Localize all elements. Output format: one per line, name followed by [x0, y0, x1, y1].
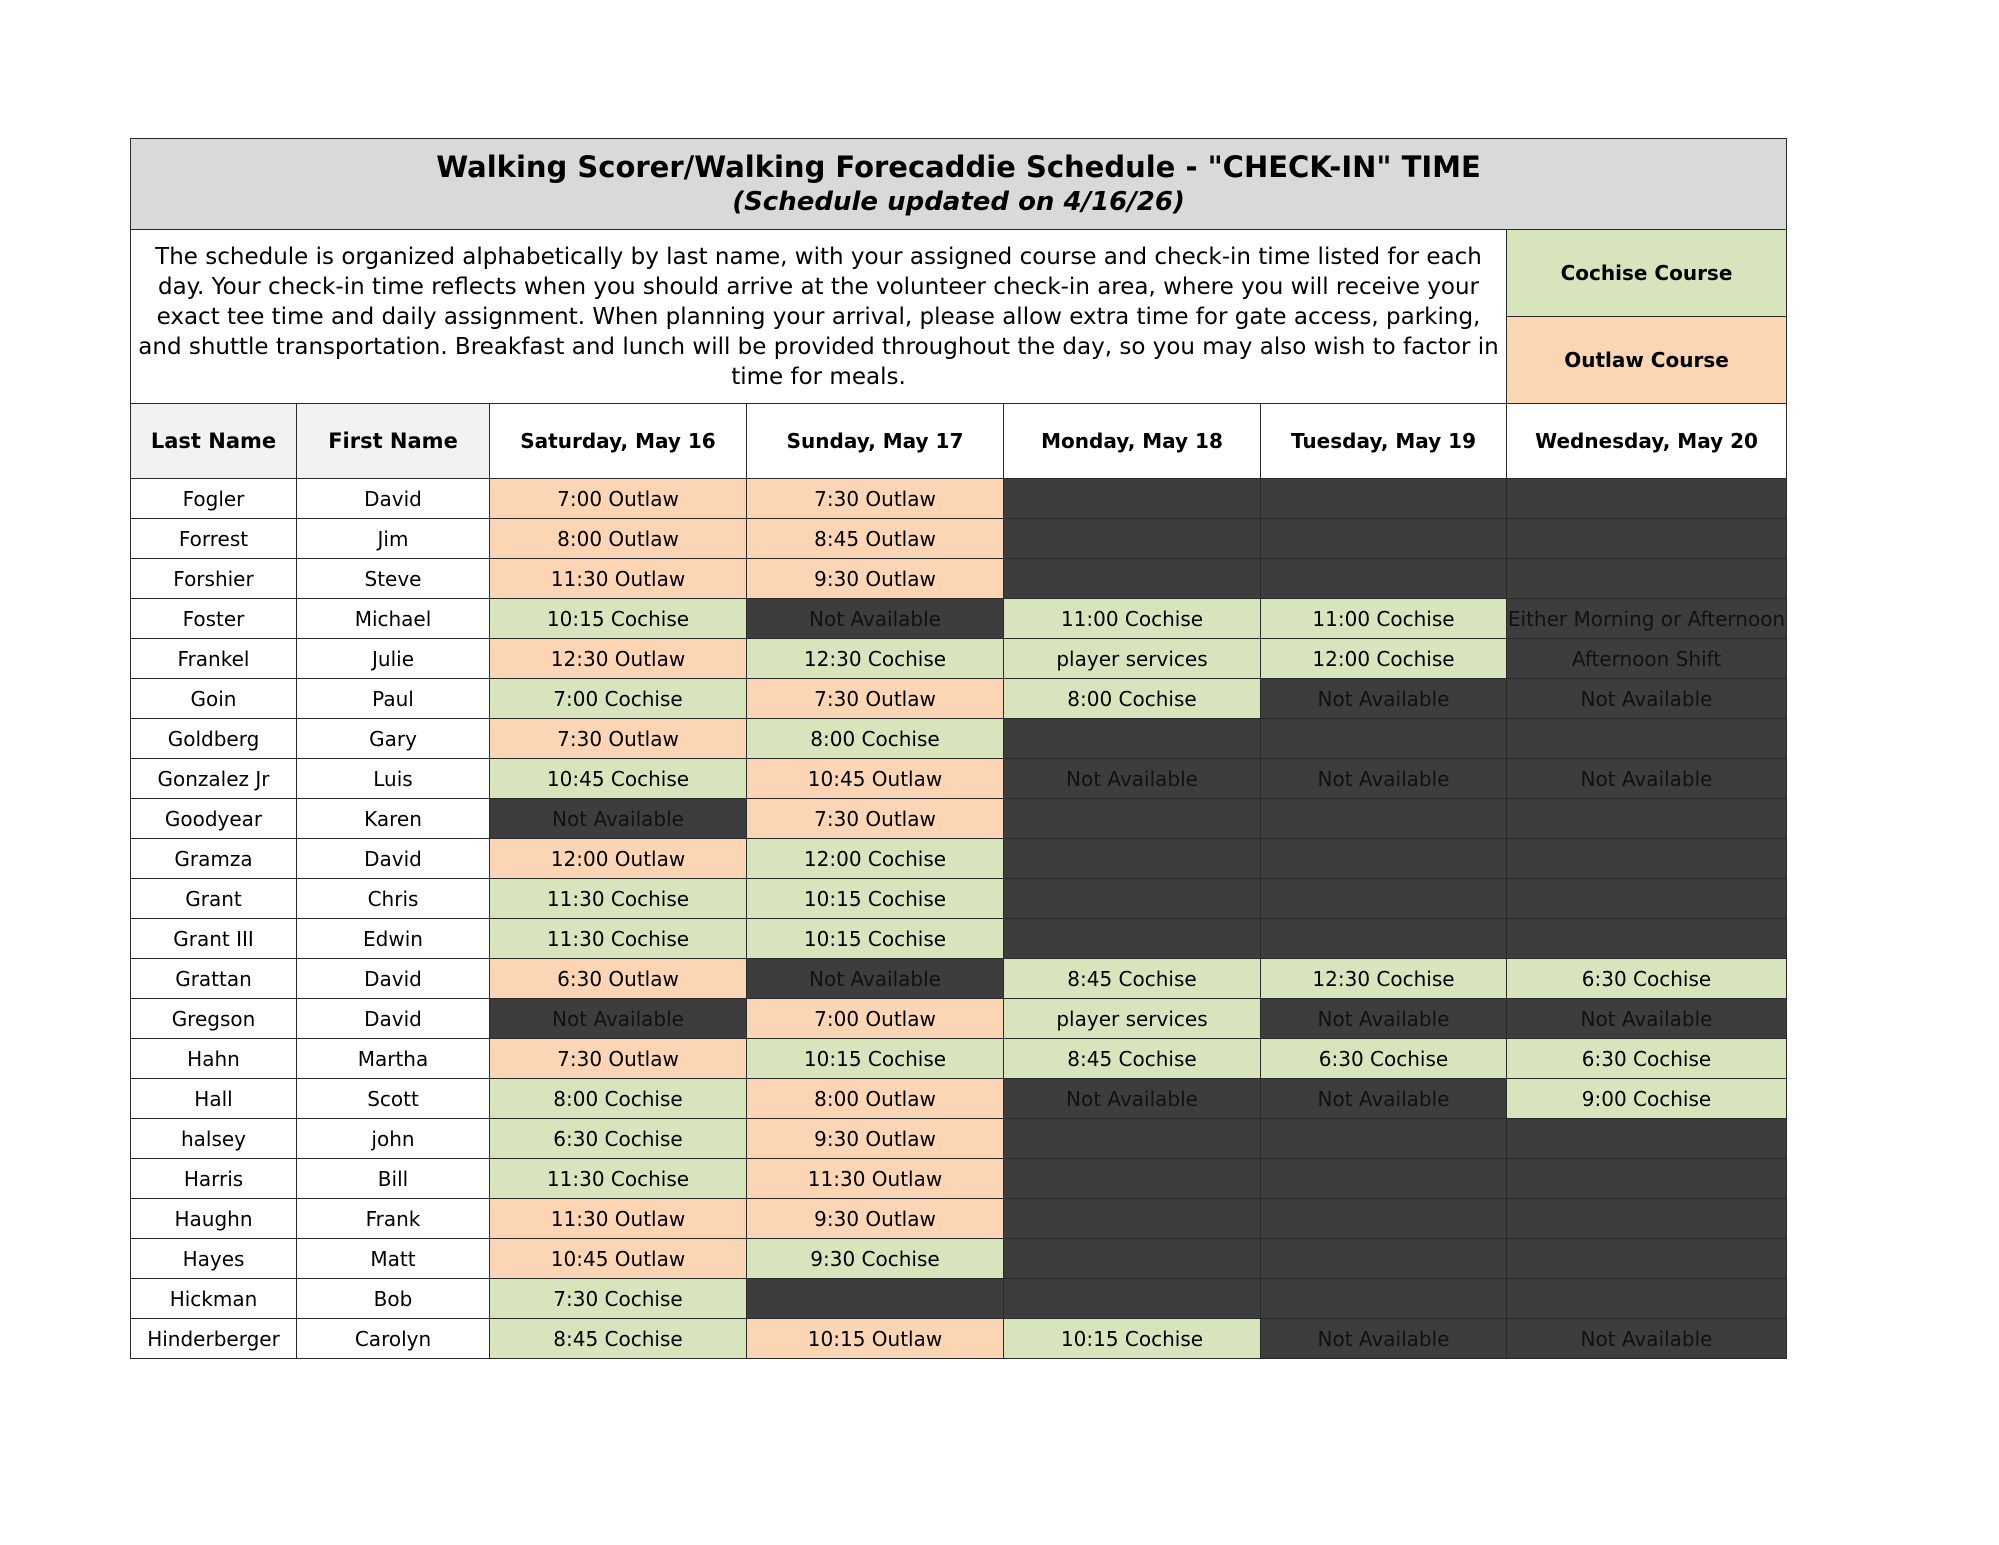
first-name-cell: David [297, 839, 490, 879]
last-name-cell: Goodyear [131, 799, 297, 839]
schedule-cell [1507, 799, 1787, 839]
first-name-cell: Carolyn [297, 1319, 490, 1359]
schedule-cell: 10:45 Cochise [490, 759, 747, 799]
last-name-cell: Hall [131, 1079, 297, 1119]
first-name-cell: Chris [297, 879, 490, 919]
header-saturday: Saturday, May 16 [490, 404, 747, 479]
schedule-cell: 7:00 Outlaw [747, 999, 1004, 1039]
table-row [131, 799, 1787, 839]
schedule-cell [1004, 559, 1261, 599]
first-name-cell: Paul [297, 679, 490, 719]
last-name-cell: Goldberg [131, 719, 297, 759]
schedule-cell: 10:15 Cochise [747, 879, 1004, 919]
schedule-cell: 8:00 Cochise [747, 719, 1004, 759]
schedule-cell: 10:15 Cochise [747, 919, 1004, 959]
schedule-cell: Not Available [490, 799, 747, 839]
table-row [131, 1279, 1787, 1319]
schedule-cell [1261, 559, 1507, 599]
first-name-cell: Luis [297, 759, 490, 799]
last-name-cell: Gonzalez Jr [131, 759, 297, 799]
table-row [131, 1119, 1787, 1159]
last-name-cell: Goin [131, 679, 297, 719]
schedule-cell [1261, 1199, 1507, 1239]
schedule-cell [747, 1279, 1004, 1319]
table-row [131, 679, 1787, 719]
schedule-cell: 10:45 Outlaw [747, 759, 1004, 799]
last-name-cell: Grattan [131, 959, 297, 999]
schedule-cell [1004, 919, 1261, 959]
schedule-cell: Not Available [1261, 1319, 1507, 1359]
schedule-cell: 9:00 Cochise [1507, 1079, 1787, 1119]
schedule-cell: Not Available [1507, 679, 1787, 719]
schedule-cell [1261, 799, 1507, 839]
schedule-cell: 6:30 Cochise [1507, 959, 1787, 999]
schedule-cell: Not Available [1261, 999, 1507, 1039]
table-row [131, 759, 1787, 799]
first-name-cell: Michael [297, 599, 490, 639]
table-row [131, 959, 1787, 999]
schedule-cell: 8:00 Outlaw [747, 1079, 1004, 1119]
schedule-cell: Not Available [1507, 999, 1787, 1039]
schedule-cell: 12:30 Outlaw [490, 639, 747, 679]
schedule-cell: 12:30 Cochise [747, 639, 1004, 679]
schedule-cell: 11:30 Cochise [490, 919, 747, 959]
schedule-cell [1261, 479, 1507, 519]
last-name-cell: Hickman [131, 1279, 297, 1319]
schedule-cell [1004, 839, 1261, 879]
header-last-name: Last Name [131, 404, 297, 479]
schedule-cell [1507, 479, 1787, 519]
schedule-cell: 10:15 Cochise [490, 599, 747, 639]
schedule-cell [1507, 1199, 1787, 1239]
schedule-cell [1261, 719, 1507, 759]
schedule-cell: 8:45 Outlaw [747, 519, 1004, 559]
schedule-cell [1004, 1279, 1261, 1319]
schedule-cell: 12:00 Cochise [1261, 639, 1507, 679]
last-name-cell: Harris [131, 1159, 297, 1199]
schedule-cell: 8:45 Cochise [490, 1319, 747, 1359]
table-row [131, 639, 1787, 679]
schedule-cell [1507, 719, 1787, 759]
last-name-cell: Fogler [131, 479, 297, 519]
schedule-cell [1004, 1199, 1261, 1239]
first-name-cell: Bill [297, 1159, 490, 1199]
schedule-cell: Not Available [747, 959, 1004, 999]
schedule-cell: 10:15 Outlaw [747, 1319, 1004, 1359]
schedule-cell: 8:00 Cochise [1004, 679, 1261, 719]
table-row [131, 479, 1787, 519]
schedule-cell: 7:30 Outlaw [747, 679, 1004, 719]
schedule-cell: 11:30 Cochise [490, 879, 747, 919]
last-name-cell: Hayes [131, 1239, 297, 1279]
schedule-cell [1004, 479, 1261, 519]
last-name-cell: Forshier [131, 559, 297, 599]
schedule-cell: Not Available [747, 599, 1004, 639]
schedule-cell: 8:45 Cochise [1004, 959, 1261, 999]
first-name-cell: Gary [297, 719, 490, 759]
table-row [131, 1079, 1787, 1119]
first-name-cell: Frank [297, 1199, 490, 1239]
schedule-cell [1507, 879, 1787, 919]
schedule-cell: 12:30 Cochise [1261, 959, 1507, 999]
schedule-cell: 7:30 Outlaw [490, 1039, 747, 1079]
last-name-cell: Frankel [131, 639, 297, 679]
schedule-cell: Not Available [490, 999, 747, 1039]
schedule-cell [1004, 1119, 1261, 1159]
schedule-cell [1507, 1119, 1787, 1159]
last-name-cell: Haughn [131, 1199, 297, 1239]
table-row [131, 839, 1787, 879]
first-name-cell: Julie [297, 639, 490, 679]
header-first-name: First Name [297, 404, 490, 479]
schedule-cell: 12:00 Outlaw [490, 839, 747, 879]
schedule-cell [1004, 1239, 1261, 1279]
schedule-cell [1507, 1239, 1787, 1279]
schedule-cell [1507, 1279, 1787, 1319]
table-row [131, 919, 1787, 959]
table-row [131, 1199, 1787, 1239]
schedule-cell: 6:30 Cochise [490, 1119, 747, 1159]
schedule-cell: 9:30 Outlaw [747, 559, 1004, 599]
schedule-cell: 11:30 Outlaw [747, 1159, 1004, 1199]
schedule-cell: 11:00 Cochise [1261, 599, 1507, 639]
page-subtitle: (Schedule updated on 4/16/26) [732, 187, 1185, 217]
schedule-cell [1004, 519, 1261, 559]
schedule-cell: 10:15 Cochise [747, 1039, 1004, 1079]
header-sunday: Sunday, May 17 [747, 404, 1004, 479]
schedule-cell: 7:30 Outlaw [747, 479, 1004, 519]
last-name-cell: halsey [131, 1119, 297, 1159]
first-name-cell: Edwin [297, 919, 490, 959]
schedule-cell [1507, 1159, 1787, 1199]
schedule-cell [1507, 519, 1787, 559]
schedule-cell: 7:30 Cochise [490, 1279, 747, 1319]
schedule-cell: 10:45 Outlaw [490, 1239, 747, 1279]
schedule-cell: 11:30 Outlaw [490, 559, 747, 599]
schedule-cell: Not Available [1261, 1079, 1507, 1119]
first-name-cell: David [297, 479, 490, 519]
last-name-cell: Hinderberger [131, 1319, 297, 1359]
description-text: The schedule is organized alphabetically by last name, with your assigned course and check-in time listed for each day. Your check-in time reflects when you should arrive at the volunteer check-in area, where you will receive your exact tee time and daily assignment. When planning your arrival, please allow extra time for gate access, parking, and shuttle transportation. Breakfast and lunch will be provided throughout the day, so you may also wish to factor in time for meals. [131, 230, 1507, 404]
schedule-cell: Not Available [1004, 759, 1261, 799]
schedule-cell [1261, 839, 1507, 879]
schedule-cell [1261, 919, 1507, 959]
legend-outlaw: Outlaw Course [1507, 317, 1787, 404]
table-row [131, 519, 1787, 559]
schedule-cell: 7:30 Outlaw [490, 719, 747, 759]
first-name-cell: Jim [297, 519, 490, 559]
schedule-cell: Not Available [1507, 1319, 1787, 1359]
schedule-cell: 8:00 Cochise [490, 1079, 747, 1119]
schedule-cell [1004, 879, 1261, 919]
last-name-cell: Foster [131, 599, 297, 639]
last-name-cell: Grant [131, 879, 297, 919]
schedule-cell: 9:30 Outlaw [747, 1119, 1004, 1159]
schedule-cell [1004, 1159, 1261, 1199]
schedule-cell: 8:00 Outlaw [490, 519, 747, 559]
schedule-cell: 11:00 Cochise [1004, 599, 1261, 639]
schedule-cell: Not Available [1261, 679, 1507, 719]
first-name-cell: David [297, 959, 490, 999]
last-name-cell: Gregson [131, 999, 297, 1039]
legend-cochise: Cochise Course [1507, 230, 1787, 317]
table-row [131, 999, 1787, 1039]
schedule-cell [1261, 1119, 1507, 1159]
schedule-cell: 11:30 Outlaw [490, 1199, 747, 1239]
schedule-cell: 12:00 Cochise [747, 839, 1004, 879]
table-row [131, 599, 1787, 639]
first-name-cell: Scott [297, 1079, 490, 1119]
schedule-table [130, 138, 1787, 1359]
table-row [131, 1159, 1787, 1199]
page-title: Walking Scorer/Walking Forecaddie Schedule - "CHECK-IN" TIME [436, 150, 1481, 184]
header-wednesday: Wednesday, May 20 [1507, 404, 1787, 479]
schedule-cell: Afternoon Shift [1507, 639, 1787, 679]
first-name-cell: Matt [297, 1239, 490, 1279]
schedule-cell [1507, 919, 1787, 959]
title-cell [131, 139, 1787, 230]
schedule-cell: 11:30 Cochise [490, 1159, 747, 1199]
title-row [131, 139, 1787, 230]
schedule-cell [1261, 1239, 1507, 1279]
description-row [131, 230, 1787, 317]
schedule-cell: player services [1004, 639, 1261, 679]
schedule-cell: Not Available [1261, 759, 1507, 799]
schedule-cell: 7:30 Outlaw [747, 799, 1004, 839]
schedule-cell [1261, 519, 1507, 559]
schedule-cell: 7:00 Cochise [490, 679, 747, 719]
schedule-cell [1004, 719, 1261, 759]
table-row [131, 1239, 1787, 1279]
schedule-cell [1507, 559, 1787, 599]
table-row [131, 879, 1787, 919]
schedule-cell [1261, 1159, 1507, 1199]
table-row [131, 719, 1787, 759]
schedule-cell: Not Available [1507, 759, 1787, 799]
schedule-cell: 6:30 Outlaw [490, 959, 747, 999]
schedule-cell [1507, 839, 1787, 879]
header-monday: Monday, May 18 [1004, 404, 1261, 479]
schedule-cell: 8:45 Cochise [1004, 1039, 1261, 1079]
header-row [131, 404, 1787, 479]
schedule-cell: 6:30 Cochise [1261, 1039, 1507, 1079]
schedule-cell [1261, 1279, 1507, 1319]
first-name-cell: David [297, 999, 490, 1039]
first-name-cell: Steve [297, 559, 490, 599]
schedule-cell: 7:00 Outlaw [490, 479, 747, 519]
first-name-cell: Martha [297, 1039, 490, 1079]
table-row [131, 1319, 1787, 1359]
schedule-cell: 9:30 Cochise [747, 1239, 1004, 1279]
last-name-cell: Forrest [131, 519, 297, 559]
last-name-cell: Hahn [131, 1039, 297, 1079]
schedule-cell: 6:30 Cochise [1507, 1039, 1787, 1079]
first-name-cell: Karen [297, 799, 490, 839]
first-name-cell: john [297, 1119, 490, 1159]
schedule-cell [1004, 799, 1261, 839]
schedule-cell: 9:30 Outlaw [747, 1199, 1004, 1239]
schedule-cell: Not Available [1004, 1079, 1261, 1119]
first-name-cell: Bob [297, 1279, 490, 1319]
schedule-cell: player services [1004, 999, 1261, 1039]
last-name-cell: Gramza [131, 839, 297, 879]
schedule-cell [1261, 879, 1507, 919]
last-name-cell: Grant III [131, 919, 297, 959]
schedule-cell: 10:15 Cochise [1004, 1319, 1261, 1359]
header-tuesday: Tuesday, May 19 [1261, 404, 1507, 479]
table-row [131, 559, 1787, 599]
schedule-cell: Either Morning or Afternoon [1507, 599, 1787, 639]
table-row [131, 1039, 1787, 1079]
